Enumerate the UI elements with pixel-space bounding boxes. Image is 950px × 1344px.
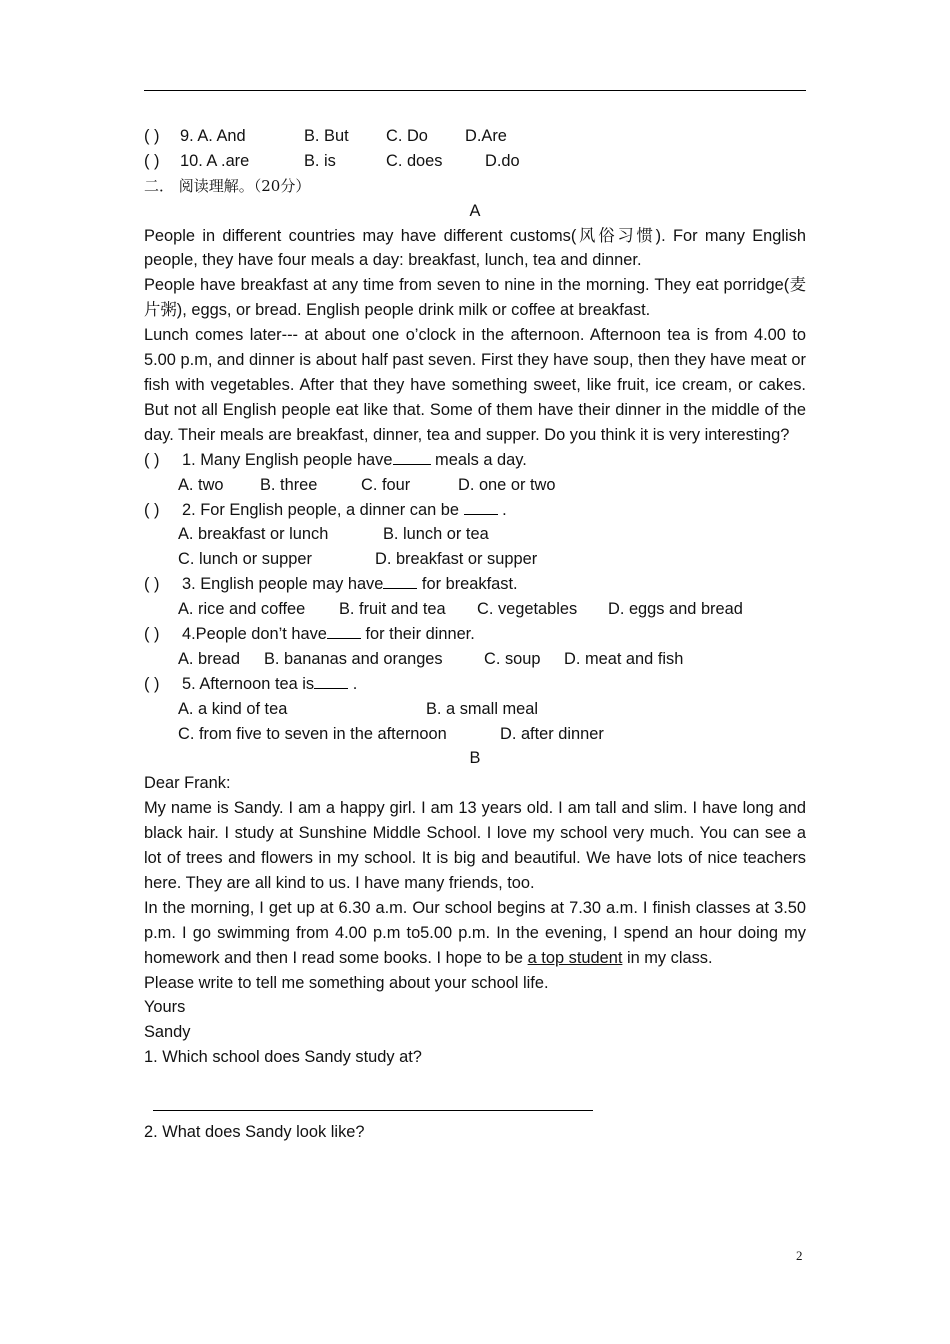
option: A. two [178,475,224,494]
option: C. soup [484,649,541,668]
answer-blank [327,624,361,639]
section-title: 二． 阅读理解。（20分） [144,176,311,195]
option: B. But [304,127,349,145]
passage-b-paragraph: My name is Sandy. I am a happy girl. I am 13 years old. I am tall and slim. I have long and black hair. I study at Sunshine Middle School. I love my school very much. You can see a lot of trees and flowers in my school. It is big and beautiful. We have lots of nice teachers here. They are all kind to us. I have many friends, too. [144,799,806,892]
answer-paren: ( ) [144,575,160,594]
passage-a-label: A [469,201,481,220]
question-a1 [144,448,806,473]
option: D. breakfast or supper [375,550,538,569]
question-10 [144,149,806,174]
options-a2-cont [144,547,806,572]
answer-blank [464,500,498,515]
option: B. a small meal [426,699,539,718]
answer-paren: ( ) [144,127,160,145]
question-stem: 2. For English people, a dinner can be [182,500,464,519]
option: D. one or two [458,475,556,494]
option: B. is [304,151,336,170]
letter-closing: Yours [144,998,186,1017]
question-stem-end: meals a day. [430,450,527,469]
letter-signature: Sandy [144,1023,191,1042]
passage-a-paragraph: People in different countries may have different customs(风俗习惯). For many English people, they have four meals a day: breakfast, lunch, tea and dinner. [144,226,806,270]
passage-a-paragraph: Lunch comes later--- at about one o’clock in the afternoon. Afternoon tea is from 4.00 to 5.00 p.m, and dinner is about half past seven. First they have soup, then they have meat or fish with vegetables. After that they have something sweet, like fruit, ice cream, or cakes. But not all English people eat like that. Some of them have their dinner in the middle of the day. Their meals are breakfast, dinner, tea and supper. Do you think it is very interesting? [144,326,806,444]
question-stem-end: . [497,500,507,519]
answer-blank [393,450,431,465]
question-stem: 10. A .are [180,151,250,170]
option: A. rice and coffee [178,600,306,619]
passage-b-paragraph [144,896,806,971]
answer-paren: ( ) [144,674,160,693]
answer-paren: ( ) [144,450,160,469]
option: C. does [386,151,443,170]
question-a3 [144,572,806,597]
option: C. vegetables [477,600,578,619]
question-b1: 1. Which school does Sandy study at? [144,1048,422,1067]
options-a4 [144,647,806,672]
options-a1 [144,473,806,498]
answer-blank [314,674,348,689]
question-stem: 1. Many English people have [182,450,393,469]
header-rule [144,90,806,91]
question-stem: 3. English people may have [182,575,384,594]
paragraph-text: In the morning, I get up at 6.30 a.m. Our school begins at 7.30 a.m. I finish classes at 3.50 p.m. I go swimming from 4.00 p.m to5.00 p.m. In the evening, I spend an hour doing my homework and then I read some books. I hope to be [144,898,806,967]
option: C. Do [386,127,428,145]
options-a2 [144,522,806,547]
question-stem-end: for their dinner. [360,624,475,643]
question-stem-end: . [348,674,358,693]
letter-greeting: Dear Frank: [144,774,231,793]
question-a2 [144,498,806,523]
option: D. meat and fish [564,649,684,668]
option: B. three [260,475,318,494]
option: A. breakfast or lunch [178,525,329,544]
option: D.do [485,151,520,170]
passage-a-paragraph: People have breakfast at any time from seven to nine in the morning. They eat porridge(麦片粥), eggs, or bread. English people drink milk or coffee at breakfast. [144,276,806,320]
option: A. bread [178,649,240,668]
options-a3 [144,597,806,622]
answer-line [144,1070,806,1120]
page-number: 2 [796,1248,803,1263]
option: B. lunch or tea [383,525,489,544]
option: D. eggs and bread [608,600,743,619]
option: B. bananas and oranges [264,649,443,668]
option: B. fruit and tea [339,600,446,619]
option: A. a kind of tea [178,699,288,718]
paragraph-text: in my class. [622,948,713,967]
document-body [144,124,806,1145]
underlined-phrase: a top student [527,948,623,967]
option: C. from five to seven in the afternoon [178,724,447,743]
options-a5-cont [144,722,806,747]
passage-b-paragraph: Please write to tell me something about your school life. [144,973,549,992]
answer-paren: ( ) [144,151,160,170]
question-stem-end: for breakfast. [417,575,518,594]
answer-paren: ( ) [144,624,160,643]
question-9 [144,124,806,149]
answer-paren: ( ) [144,500,160,519]
option: C. four [361,475,411,494]
option: D. after dinner [500,724,604,743]
answer-blank [383,574,417,589]
question-a5 [144,672,806,697]
option: D.Are [465,127,507,145]
question-b2: 2. What does Sandy look like? [144,1123,365,1142]
question-stem: 9. A. And [180,127,246,145]
passage-b-label: B [469,749,481,768]
question-stem: 4.People don’t have [182,624,327,643]
question-stem: 5. Afternoon tea is [182,674,315,693]
option: C. lunch or supper [178,550,312,569]
options-a5 [144,697,806,722]
question-a4 [144,622,806,647]
